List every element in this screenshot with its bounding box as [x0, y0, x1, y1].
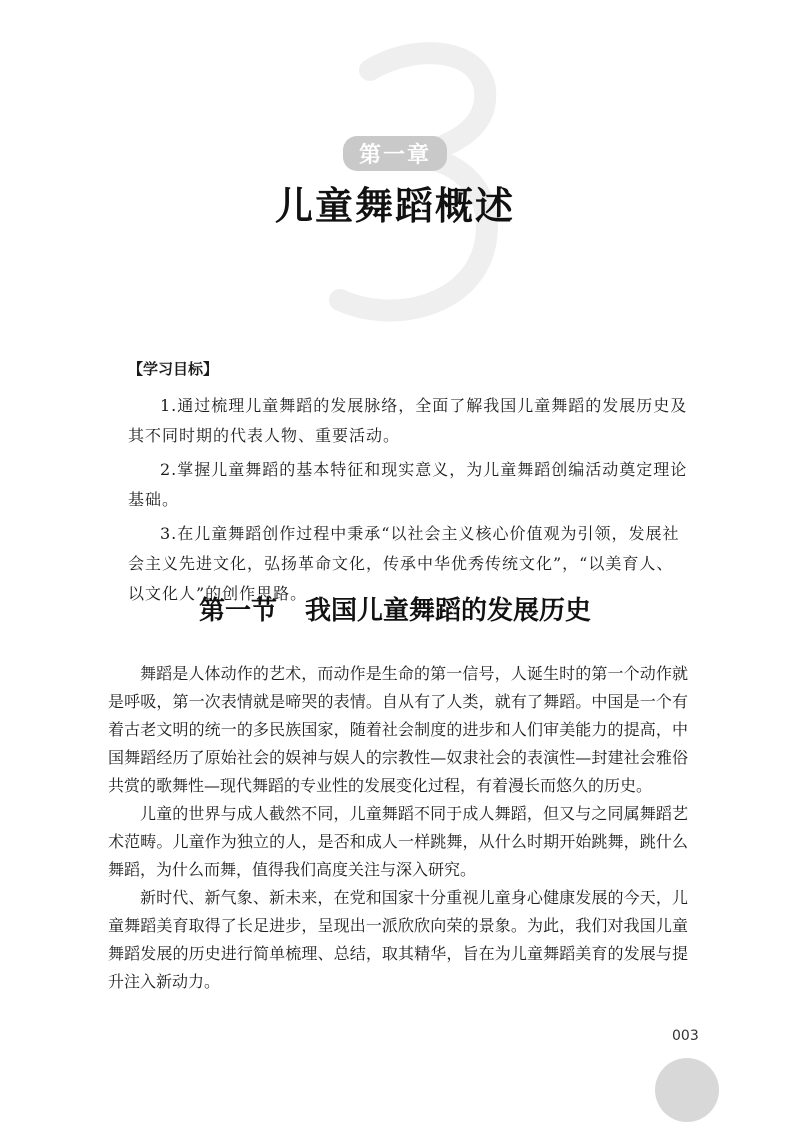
chapter-title: 儿童舞蹈概述: [274, 184, 515, 228]
section-body: [108, 660, 688, 996]
body-paragraph: 儿童的世界与成人截然不同，儿童舞蹈不同于成人舞蹈，但又与之同属舞蹈艺术范畴。儿童作为独立的人，是否和成人一样跳舞，从什么时期开始跳舞，跳什么舞蹈，为什么而舞，值得我们高度关注与深入研究。: [108, 804, 688, 879]
body-paragraph: 新时代、新气象、新未来，在党和国家十分重视儿童身心健康发展的今天，儿童舞蹈美育取得了长足进步，呈现出一派欣欣向荣的景象。为此，我们对我国儿童舞蹈发展的历史进行简单梳理、总结，取其精华，旨在为儿童舞蹈美育的发展与提升注入新动力。: [108, 888, 688, 991]
chapter-label: [0, 136, 790, 171]
section-number: 第一节: [198, 596, 277, 626]
objective-item: 2.掌握儿童舞蹈的基本特征和现实意义，为儿童舞蹈创编活动奠定理论基础。: [128, 460, 688, 509]
chapter-label-text: 第一章: [343, 136, 447, 171]
corner-decoration-circle: [655, 1058, 719, 1122]
body-paragraph: 舞蹈是人体动作的艺术，而动作是生命的第一信号，人诞生时的第一个动作就是呼吸，第一次表情就是啼哭的表情。自从有了人类，就有了舞蹈。中国是一个有着古老文明的统一的多民族国家，随着社会制度的进步和人们审美能力的提高，中国舞蹈经历了原始社会的娱神与娱人的宗教性—奴隶社会的表演性—封建社会雅俗共赏的歌舞性—现代舞蹈的专业性的发展变化过程，有着漫长而悠久的历史。: [108, 664, 688, 795]
section-title: 我国儿童舞蹈的发展历史: [305, 596, 592, 626]
learning-objectives: [128, 358, 688, 613]
page-number: 003: [672, 1028, 699, 1044]
objective-item: 1.通过梳理儿童舞蹈的发展脉络，全面了解我国儿童舞蹈的发展历史及其不同时期的代表人物、重要活动。: [128, 396, 688, 445]
objectives-heading: 【学习目标】: [128, 360, 219, 378]
section-heading: [0, 590, 790, 627]
objective-item: 3.在儿童舞蹈创作过程中秉承“以社会主义核心价值观为引领，发展社会主义先进文化，弘扬革命文化，传承中华优秀传统文化”，“以美育人、以文化人”的创作思路。: [128, 524, 680, 603]
